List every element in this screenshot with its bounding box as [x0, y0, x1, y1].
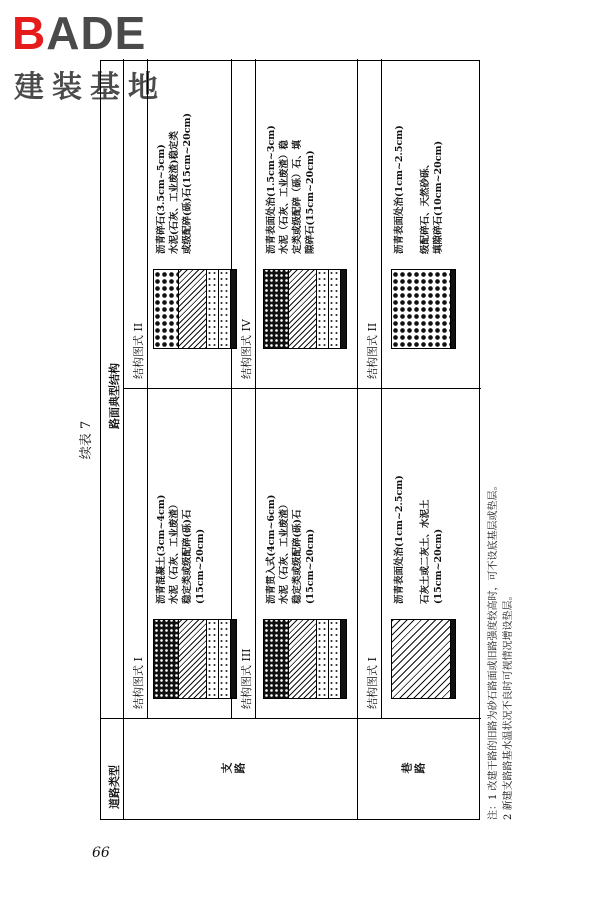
grid-line: [123, 388, 481, 389]
structure-description: 沥青表面处治(1cm~2.5cm) 石灰土或二灰土、水泥土 (15cm~20cm): [394, 475, 444, 604]
table-notes: [486, 480, 516, 820]
structure-diagram: [263, 619, 347, 699]
header-pavement-structure: 路面典型结构: [108, 363, 121, 429]
pavement-structure-table: [100, 60, 480, 820]
header-road-type: 道路类型: [108, 765, 121, 809]
header-divider: [123, 59, 124, 819]
table-caption: 续表 7: [79, 420, 94, 460]
structure-description: 沥青碎石(3.5cm~5cm) 水泥(石灰、工业废渣)稳定类 或级配碎(砾)石(15cm~20cm): [156, 112, 193, 254]
cell-title: 结构图式 II: [366, 322, 379, 379]
cell-title: 结构图式 IV: [240, 319, 253, 379]
grid-line: [255, 59, 256, 719]
structure-diagram: [153, 269, 237, 349]
logo-subtitle: 建装基地: [14, 70, 166, 105]
structure-description: 沥青表面处治(1cm~2.5cm) 级配碎石、天然砂砾、 填隙碎石(10cm~20cm): [394, 125, 444, 254]
row-divider: [357, 59, 358, 819]
note-1: 注：1 改建干路的旧路为砂石路面或旧路强度较高时，可不设底基层或垫层。: [488, 480, 499, 820]
structure-description: 沥青表面处治(1.5cm~3cm) 水泥（石灰、工业废渣）稳 定类或级配碎（砾）石、填 隙碎石(15cm~20cm): [266, 125, 316, 254]
structure-diagram: [263, 269, 347, 349]
structure-diagram: [391, 619, 456, 699]
cell-title: 结构图式 I: [366, 657, 379, 709]
note-2: 2 新建支路路基水温状况不良时可视情况增设垫层。: [503, 590, 514, 820]
logo-wordmark: BADE: [12, 7, 147, 59]
row-label-alley: 巷路: [401, 762, 427, 775]
structure-description: 沥青混凝土(3cm~4cm) 水泥（石灰、工业废渣） 稳定类或级配碎(砾)石 (15cm~20cm): [156, 494, 206, 604]
structure-description: 沥青贯入式(4cm~6cm) 水泥（石灰、工业废渣） 稳定类或级配碎(砾)石 (15cm~20cm): [266, 494, 316, 604]
row-label-branch-road: 支路: [221, 762, 247, 775]
structure-diagram: [153, 619, 237, 699]
structure-diagram: [391, 269, 456, 349]
grid-line: [381, 59, 382, 719]
cell-title: 结构图式 I: [132, 657, 145, 709]
grid-line: [101, 718, 481, 719]
page-number: 66: [92, 845, 110, 861]
cell-title: 结构图式 II: [132, 322, 145, 379]
grid-line: [147, 59, 148, 719]
cell-title: 结构图式 III: [240, 648, 253, 709]
